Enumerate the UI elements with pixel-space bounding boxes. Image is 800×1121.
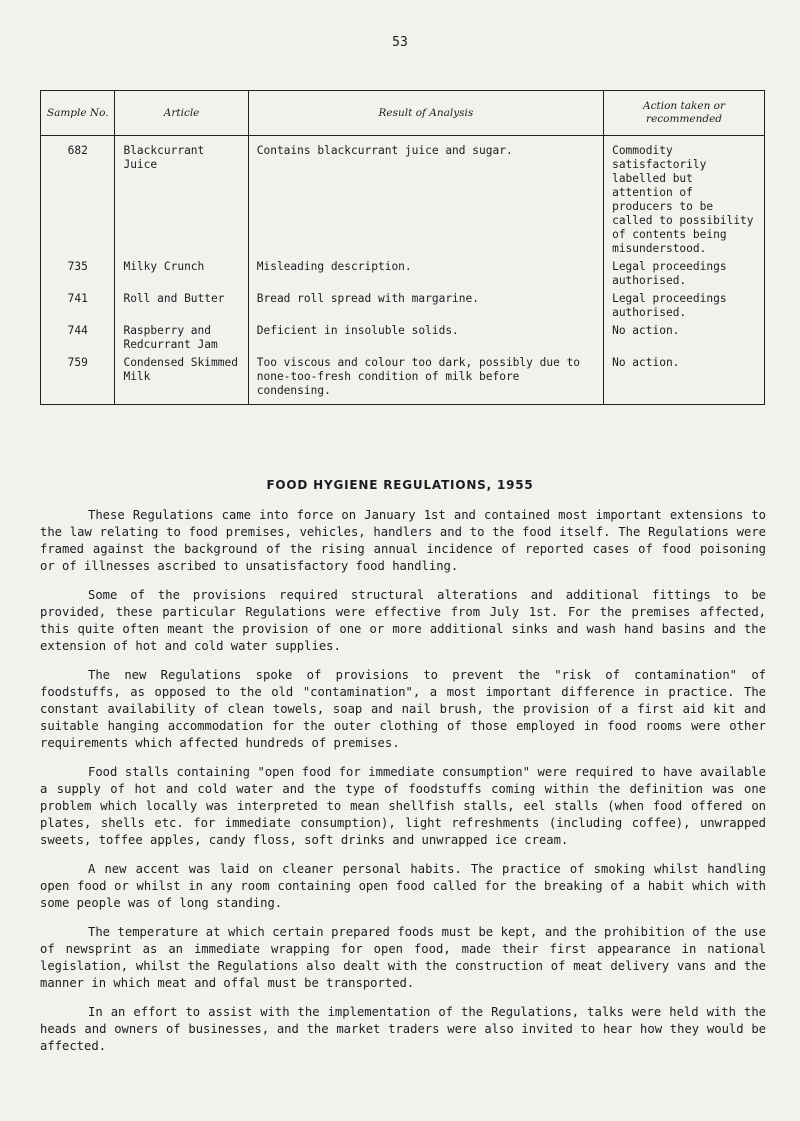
article-name: Condensed Skimmed Milk <box>115 352 248 405</box>
header-result: Result of Analysis <box>248 91 603 136</box>
paragraph: In an effort to assist with the implementation of the Regulations, talks were held with the heads and owners of businesses, and the market traders were also invited to hear how they would be affected. <box>40 1005 766 1053</box>
table-header-row <box>41 91 765 136</box>
header-article: Article <box>115 91 248 136</box>
header-sample-no: Sample No. <box>41 91 115 136</box>
action-taken: Commodity satisfactorily labelled but attention of producers to be called to possibility of contents being misunderstood. <box>604 136 765 257</box>
paragraph: Food stalls containing "open food for immediate consumption" were required to have available a supply of hot and cold water and the type of foodstuffs coming within the definition was one problem which locally was interpreted to mean shellfish stalls, eel stalls (when food offered on plates, shells etc. for immediate consumption), light refreshments (including coffee), unwrapped sweets, toffee apples, candy floss, soft drinks and unwrapped ice cream. <box>40 765 766 847</box>
sample-number: 735 <box>41 256 115 288</box>
action-taken: Legal proceedings authorised. <box>604 256 765 288</box>
action-taken: No action. <box>604 320 765 352</box>
table-row <box>41 352 765 405</box>
article-name: Raspberry and Redcurrant Jam <box>115 320 248 352</box>
analysis-result: Contains blackcurrant juice and sugar. <box>248 136 603 257</box>
sample-number: 759 <box>41 352 115 405</box>
analysis-result: Bread roll spread with margarine. <box>248 288 603 320</box>
table-row <box>41 320 765 352</box>
table-row <box>41 136 765 257</box>
paragraph: Some of the provisions required structural alterations and additional fittings to be provided, these particular Regulations were effective from July 1st. For the premises affected, this quite often meant the provision of one or more additional sinks and wash hand basins and the extension of hot and cold water supplies. <box>40 588 766 653</box>
body-text <box>40 507 766 1067</box>
analysis-result: Deficient in insoluble solids. <box>248 320 603 352</box>
article-name: Milky Crunch <box>115 256 248 288</box>
article-name: Blackcurrant Juice <box>115 136 248 257</box>
paragraph: The temperature at which certain prepared foods must be kept, and the prohibition of the use of newsprint as an immediate wrapping for open food, made their first appearance in national legislation, whilst the Regulations also dealt with the construction of meat delivery vans and the manner in which meat and offal must be transported. <box>40 925 766 990</box>
analysis-table <box>40 90 765 405</box>
paragraph: The new Regulations spoke of provisions to prevent the "risk of contamination" of foodstuffs, as opposed to the old "contamination", a most important difference in practice. The constant availability of clean towels, soap and nail brush, the provision of a first aid kit and suitable hanging accommodation for the outer clothing of those employed in food rooms were other requirements which affected hundreds of premises. <box>40 668 766 750</box>
action-taken: No action. <box>604 352 765 405</box>
table-row <box>41 256 765 288</box>
paragraph: These Regulations came into force on January 1st and contained most important extensions to the law relating to food premises, vehicles, handlers and to the food itself. The Regulations were framed against the background of the rising annual incidence of reported cases of food poisoning or of illnesses ascribed to unsatisfactory food handling. <box>40 508 766 573</box>
analysis-result: Misleading description. <box>248 256 603 288</box>
page-number: 53 <box>392 35 408 50</box>
paragraph: A new accent was laid on cleaner personal habits. The practice of smoking whilst handling open food or whilst in any room containing open food called for the breaking of a habit which with some people was of long standing. <box>40 862 766 910</box>
sample-number: 744 <box>41 320 115 352</box>
sample-number: 741 <box>41 288 115 320</box>
header-action: Action taken or recommended <box>604 91 765 136</box>
section-heading: FOOD HYGIENE REGULATIONS, 1955 <box>266 478 534 492</box>
article-name: Roll and Butter <box>115 288 248 320</box>
table-row <box>41 288 765 320</box>
action-taken: Legal proceedings authorised. <box>604 288 765 320</box>
analysis-result: Too viscous and colour too dark, possibly due to none-too-fresh condition of milk before condensing. <box>248 352 603 405</box>
sample-number: 682 <box>41 136 115 257</box>
